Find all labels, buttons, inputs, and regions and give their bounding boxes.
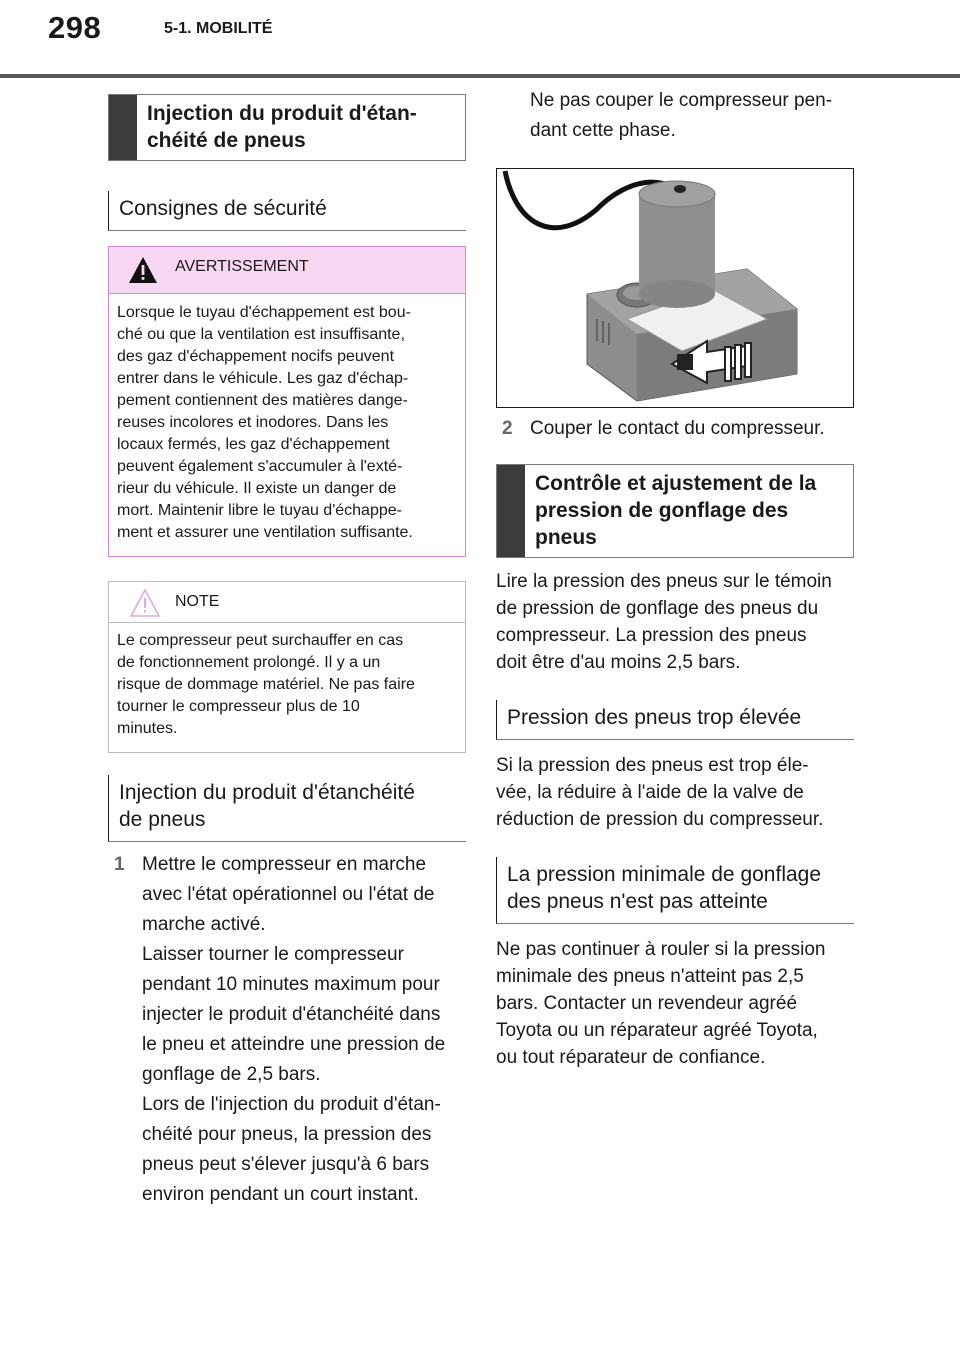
section-label: 5-1. MOBILITÉ <box>164 20 273 37</box>
text-line: chéité pour pneus, la pression des <box>142 1124 432 1145</box>
high-pressure-heading: Pression des pneus trop élevée <box>496 700 854 740</box>
text-line: minutes. <box>117 720 178 737</box>
text-line: Le compresseur peut surchauffer en cas <box>117 632 404 649</box>
check-title-box <box>496 464 854 558</box>
text-line: de pression de gonflage des pneus du <box>496 598 819 619</box>
text-line: pneus peut s'élever jusqu'à 6 bars <box>142 1154 430 1175</box>
high-pressure-paragraph <box>496 752 854 833</box>
warning-triangle-icon <box>127 255 159 285</box>
check-paragraph <box>496 568 854 676</box>
text-line: Ne pas couper le compresseur pen- <box>530 90 833 111</box>
text-line: gonflage de 2,5 bars. <box>142 1064 321 1085</box>
heading-line: de pneus <box>119 808 206 831</box>
text-line: le pneu et atteindre une pression de <box>142 1034 446 1055</box>
note-header <box>109 582 465 623</box>
step-1 <box>108 850 466 1210</box>
title-bar <box>497 465 525 557</box>
text-line: doit être d'au moins 2,5 bars. <box>496 652 741 673</box>
text-line: entrer dans le véhicule. Les gaz d'échap- <box>117 370 409 387</box>
text-line: reuses incolores et inodores. Dans les <box>117 414 389 431</box>
note-box <box>108 581 466 753</box>
minimum-pressure-paragraph <box>496 936 854 1071</box>
continuation-text <box>496 86 854 146</box>
text-line: environ pendant un court instant. <box>142 1184 419 1205</box>
text-line: pendant 10 minutes maximum pour <box>142 974 440 995</box>
text-line: vée, la réduire à l'aide de la valve de <box>496 782 804 803</box>
warning-header <box>109 247 465 294</box>
text-line: de fonctionnement prolongé. Il y a un <box>117 654 381 671</box>
note-triangle-icon <box>129 588 161 618</box>
text-line: avec l'état opérationnel ou l'état de <box>142 884 435 905</box>
right-column <box>496 86 854 1071</box>
heading-line: La pression minimale de gonflage <box>507 863 822 886</box>
text-line: ché ou que la ventilation est insuffisante, <box>117 326 405 343</box>
text-line: Si la pression des pneus est trop éle- <box>496 755 809 776</box>
header-rule <box>0 74 960 78</box>
text-line: risque de dommage matériel. Ne pas faire <box>117 676 415 693</box>
text-line: bars. Contacter un revendeur agréé <box>496 993 798 1014</box>
text-line: ment et assurer une ventilation suffisante. <box>117 524 413 541</box>
text-line: des gaz d'échappement nocifs peuvent <box>117 348 395 365</box>
step-2 <box>496 414 854 444</box>
minimum-pressure-heading <box>496 857 854 924</box>
text-line: pement contiennent des matières dange- <box>117 392 408 409</box>
step-number: 2 <box>502 418 513 439</box>
compressor-illustration <box>496 168 854 408</box>
note-text <box>109 623 465 752</box>
text-line: compresseur. La pression des pneus <box>496 625 807 646</box>
text-line: Mettre le compresseur en marche <box>142 854 427 875</box>
text-line: dant cette phase. <box>530 120 676 141</box>
text-line: locaux fermés, les gaz d'échappement <box>117 436 390 453</box>
step-text: Couper le contact du compresseur. <box>530 418 825 439</box>
text-line: Laisser tourner le compresseur <box>142 944 404 965</box>
main-title <box>137 95 427 160</box>
injection-heading <box>108 775 466 842</box>
note-label: NOTE <box>175 593 220 610</box>
safety-heading: Consignes de sécurité <box>108 191 466 231</box>
text-line: Lire la pression des pneus sur le témoin <box>496 571 832 592</box>
text-line: ou tout réparateur de confiance. <box>496 1047 766 1068</box>
title-line: pression de gonflage des <box>535 499 789 522</box>
left-column <box>108 94 466 1210</box>
title-line: Contrôle et ajustement de la <box>535 472 817 495</box>
title-line: Injection du produit d'étan- <box>147 102 417 125</box>
text-line: Toyota ou un réparateur agréé Toyota, <box>496 1020 818 1041</box>
text-line: marche activé. <box>142 914 266 935</box>
text-line: réduction de pression du compresseur. <box>496 809 824 830</box>
text-line: Ne pas continuer à rouler si la pression <box>496 939 826 960</box>
text-line: mort. Maintenir libre le tuyau d'échappe- <box>117 502 402 519</box>
compressor-image <box>497 169 853 407</box>
page-number: 298 <box>48 10 102 45</box>
warning-box <box>108 246 466 557</box>
warning-label: AVERTISSEMENT <box>175 258 309 275</box>
heading-line: Injection du produit d'étanchéité <box>119 781 415 804</box>
title-bar <box>109 95 137 160</box>
warning-text <box>109 294 465 556</box>
title-line: chéité de pneus <box>147 129 306 152</box>
text-line: peuvent également s'accumuler à l'exté- <box>117 458 403 475</box>
text-line: tourner le compresseur plus de 10 <box>117 698 360 715</box>
text-line: minimale des pneus n'atteint pas 2,5 <box>496 966 804 987</box>
text-line: rieur du véhicule. Il existe un danger de <box>117 480 397 497</box>
step-number: 1 <box>114 854 125 875</box>
text-line: Lors de l'injection du produit d'étan- <box>142 1094 441 1115</box>
title-line: pneus <box>535 526 597 549</box>
heading-line: des pneus n'est pas atteinte <box>507 890 768 913</box>
check-title <box>525 465 826 557</box>
main-title-box <box>108 94 466 161</box>
text-line: Lorsque le tuyau d'échappement est bou- <box>117 304 411 321</box>
step-text <box>142 850 466 1210</box>
text-line: injecter le produit d'étanchéité dans <box>142 1004 441 1025</box>
